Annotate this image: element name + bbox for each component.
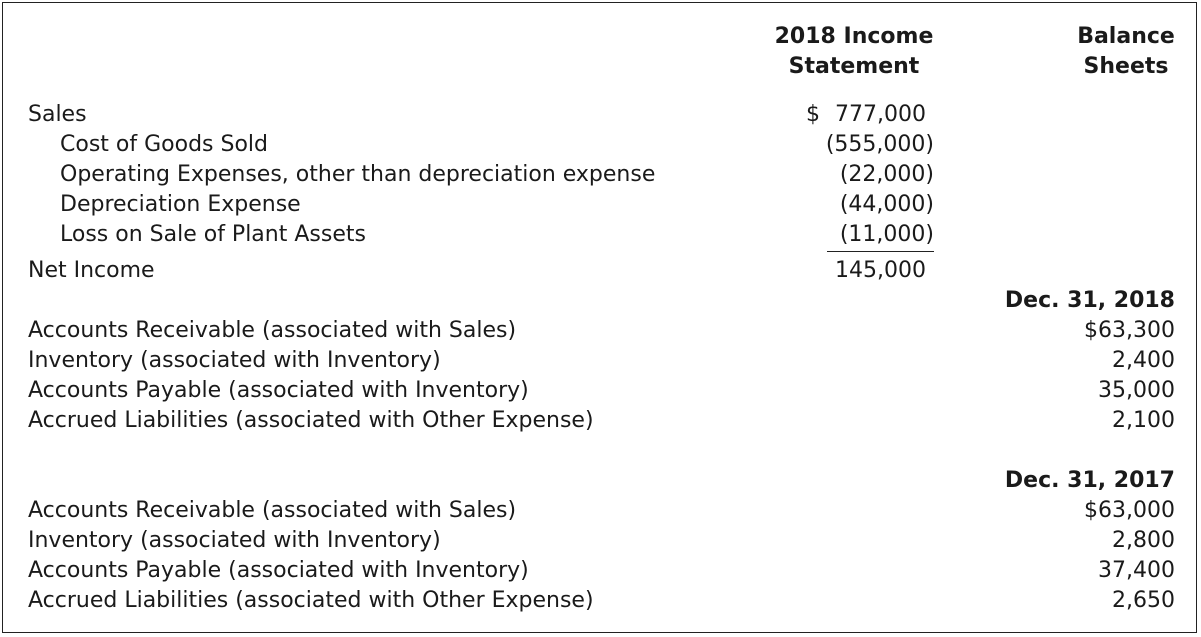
accrued-2018-label: Accrued Liabilities (associated with Other Expense) xyxy=(28,408,594,433)
ap-2017-label: Accounts Payable (associated with Inventory) xyxy=(28,558,529,583)
income-statement-header-line-1: 2018 Income xyxy=(774,24,934,49)
net-income-value: 145,000 xyxy=(835,258,926,283)
inventory-2017-value: 2,800 xyxy=(1112,528,1175,553)
inventory-2018-value: 2,400 xyxy=(1112,348,1175,373)
balance-sheets-header-line-1: Balance xyxy=(1077,24,1175,49)
balance-2018-date: Dec. 31, 2018 xyxy=(1004,288,1175,313)
balance-sheets-header-line-2: Sheets xyxy=(1083,54,1169,79)
inventory-2017-label: Inventory (associated with Inventory) xyxy=(28,528,441,553)
inventory-2018-label: Inventory (associated with Inventory) xyxy=(28,348,441,373)
operating-expenses-label: Operating Expenses, other than depreciation expense xyxy=(60,162,656,187)
sales-currency: $ xyxy=(806,102,820,127)
loss-on-sale-label: Loss on Sale of Plant Assets xyxy=(60,222,366,247)
depreciation-expense-label: Depreciation Expense xyxy=(60,192,301,217)
ap-2017-value: 37,400 xyxy=(1098,558,1175,583)
accrued-2017-value: 2,650 xyxy=(1112,588,1175,613)
ap-2018-label: Accounts Payable (associated with Inventory) xyxy=(28,378,529,403)
net-income-label: Net Income xyxy=(28,258,155,283)
cogs-value: (555,000) xyxy=(825,132,934,157)
ar-2018-label: Accounts Receivable (associated with Sales) xyxy=(28,318,517,343)
income-statement-header xyxy=(754,22,954,82)
depreciation-expense-value: (44,000) xyxy=(839,192,934,217)
accrued-2018-value: 2,100 xyxy=(1112,408,1175,433)
ap-2018-value: 35,000 xyxy=(1098,378,1175,403)
loss-on-sale-value: (11,000) xyxy=(839,222,934,247)
balance-sheets-header xyxy=(1046,22,1201,82)
ar-2017-label: Accounts Receivable (associated with Sales) xyxy=(28,498,517,523)
accrued-2017-label: Accrued Liabilities (associated with Other Expense) xyxy=(28,588,594,613)
cogs-label: Cost of Goods Sold xyxy=(60,132,268,157)
balance-2017-date: Dec. 31, 2017 xyxy=(1004,468,1175,493)
income-statement-header-line-2: Statement xyxy=(788,54,920,79)
sales-label: Sales xyxy=(28,102,87,127)
operating-expenses-value: (22,000) xyxy=(839,162,934,187)
ar-2017-value: $63,000 xyxy=(1084,498,1175,523)
ar-2018-value: $63,300 xyxy=(1084,318,1175,343)
sales-value: 777,000 xyxy=(835,102,926,127)
total-rule xyxy=(827,251,934,252)
